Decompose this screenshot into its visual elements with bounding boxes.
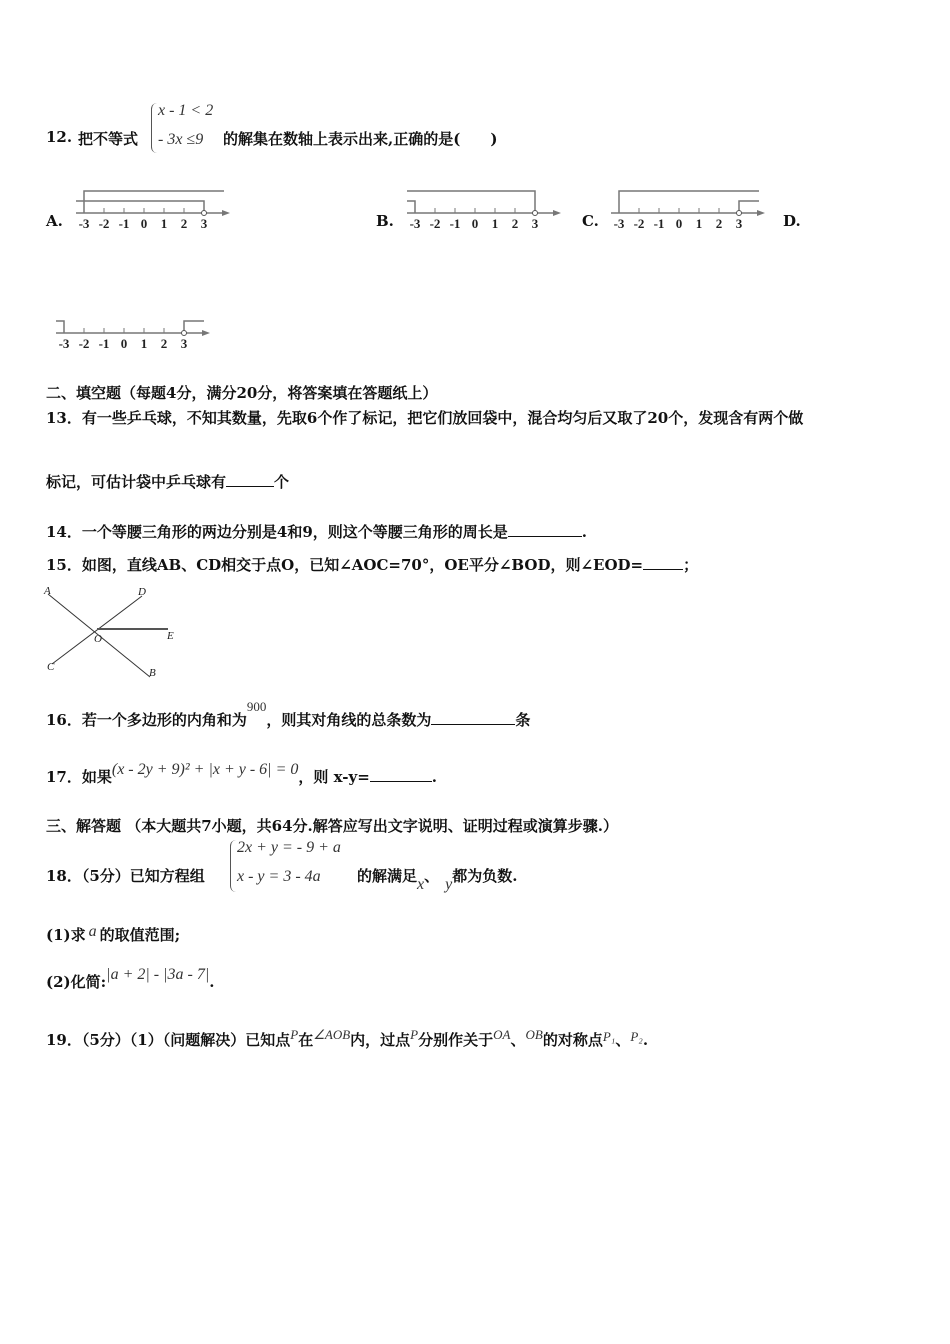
q17-end: . bbox=[431, 768, 438, 786]
tick-label: -2 bbox=[429, 216, 441, 231]
tick-label: 3 bbox=[531, 216, 539, 231]
q15-end: ； bbox=[683, 556, 699, 574]
tick-label: 3 bbox=[180, 336, 188, 351]
tick-label: -1 bbox=[653, 216, 665, 231]
solution-interval bbox=[76, 201, 204, 213]
label-a: A bbox=[44, 585, 51, 597]
open-point-icon bbox=[737, 211, 742, 216]
q13-answer-blank[interactable] bbox=[226, 486, 274, 487]
solution-interval bbox=[407, 201, 415, 213]
q18-brace bbox=[230, 840, 237, 892]
q19-b: 在 bbox=[298, 1031, 314, 1049]
q19-p-2: P bbox=[410, 1027, 419, 1042]
tick-label: 2 bbox=[715, 216, 723, 231]
tick-label: 0 bbox=[120, 336, 128, 351]
q18-part2-a: (2)化简: bbox=[46, 973, 107, 991]
q17 bbox=[46, 761, 438, 787]
solution-interval bbox=[184, 321, 204, 333]
q19-ob: OB bbox=[525, 1027, 543, 1042]
q14-answer-blank[interactable] bbox=[508, 536, 582, 537]
tick-label: -3 bbox=[78, 216, 90, 231]
solution-interval bbox=[56, 321, 64, 333]
q19-e: 的对称点 bbox=[542, 1031, 603, 1049]
q16-text-2: ，则其对角线的总条数为 bbox=[266, 711, 432, 729]
q19-sep: 、 bbox=[510, 1031, 526, 1049]
q18-eq-2: x - y = 3 - 4a bbox=[237, 868, 321, 885]
q13-text: 标记，可估计袋中乒乓球有 bbox=[46, 473, 227, 491]
tick-label: -2 bbox=[633, 216, 645, 231]
q14-text: 14．一个等腰三角形的两边分别是4和9，则这个等腰三角形的周长是 bbox=[46, 523, 508, 541]
tick-label: 1 bbox=[140, 336, 148, 351]
q18-part1-b: 的取值范围; bbox=[99, 926, 181, 944]
label-o: O bbox=[94, 633, 102, 645]
tick-label: -2 bbox=[98, 216, 110, 231]
tick-label: -3 bbox=[58, 336, 70, 351]
q18-c: 都为负数. bbox=[452, 867, 518, 885]
tick-label: -3 bbox=[409, 216, 421, 231]
q19-p1: P₁ bbox=[602, 1029, 616, 1044]
q17-expr: (x - 2y + 9)² + |x + y - 6| = 0 bbox=[111, 761, 299, 778]
q18-x: x bbox=[417, 876, 425, 893]
q19-angle: ∠AOB bbox=[313, 1027, 351, 1042]
axis-arrow-icon bbox=[553, 210, 561, 216]
option-b-number-line bbox=[403, 183, 573, 233]
q16-end: 条 bbox=[515, 711, 531, 729]
option-b-label[interactable]: B. bbox=[376, 212, 394, 230]
q17-text: 17．如果 bbox=[46, 768, 112, 786]
q13-line2 bbox=[46, 471, 289, 492]
tick-label: 0 bbox=[675, 216, 683, 231]
option-a-number-line bbox=[72, 183, 242, 233]
q19 bbox=[46, 1029, 648, 1050]
option-c-number-line bbox=[607, 183, 777, 233]
q12-number: 12. bbox=[46, 128, 73, 146]
q15-answer-blank[interactable] bbox=[643, 569, 683, 570]
section3-title: 三、解答题 （本大题共7小题，共64分.解答应写出文字说明、证明过程或演算步骤.） bbox=[46, 817, 618, 835]
tick-label: -1 bbox=[118, 216, 130, 231]
axis-arrow-icon bbox=[202, 330, 210, 336]
option-d-number-line bbox=[52, 303, 222, 353]
q18-y: y bbox=[445, 876, 453, 893]
label-e: E bbox=[167, 630, 174, 642]
open-point-icon bbox=[533, 211, 538, 216]
q18-part1 bbox=[46, 924, 180, 945]
q18-part2-end: . bbox=[209, 973, 215, 991]
q19-end: . bbox=[642, 1031, 649, 1049]
tick-label: 3 bbox=[200, 216, 208, 231]
q16 bbox=[46, 699, 531, 730]
tick-label: 1 bbox=[491, 216, 499, 231]
q12-prefix: 把不等式 bbox=[78, 130, 139, 148]
q18-eq-1: 2x + y = - 9 + a bbox=[237, 839, 341, 856]
q14 bbox=[46, 521, 587, 542]
tick-label: 2 bbox=[511, 216, 519, 231]
axis-arrow-icon bbox=[757, 210, 765, 216]
tick-label: -1 bbox=[98, 336, 110, 351]
tick-label: 0 bbox=[140, 216, 148, 231]
q13-unit: 个 bbox=[274, 473, 290, 491]
q18-text: 18．（5分）已知方程组 bbox=[46, 867, 205, 885]
q15-figure bbox=[42, 582, 187, 682]
tick-label: 1 bbox=[695, 216, 703, 231]
q15-text: 15．如图，直线AB、CD相交于点O，已知∠AOC=70°，OE平分∠BOD，则∠EOD= bbox=[46, 556, 644, 574]
q12-suffix: 的解集在数轴上表示出来,正确的是( ) bbox=[223, 130, 498, 148]
tick-label: 3 bbox=[735, 216, 743, 231]
label-c: C bbox=[47, 661, 55, 673]
option-c-label[interactable]: C. bbox=[582, 212, 599, 230]
q18-part2 bbox=[46, 966, 215, 992]
q12-ineq-2: - 3x ≤9 bbox=[158, 131, 204, 148]
label-d: D bbox=[138, 586, 146, 598]
q19-c: 内，过点 bbox=[350, 1031, 411, 1049]
q19-p: P bbox=[290, 1027, 299, 1042]
axis-arrow-icon bbox=[222, 210, 230, 216]
tick-label: 2 bbox=[160, 336, 168, 351]
q15 bbox=[46, 554, 698, 575]
q18-part1-var: a bbox=[88, 923, 97, 940]
q19-p2: P₂ bbox=[630, 1029, 643, 1044]
section2-title: 二、填空题（每题4分，满分20分，将答案填在答题纸上） bbox=[46, 384, 438, 402]
q17-text-2: ，则 x-y= bbox=[298, 768, 370, 786]
q14-end: . bbox=[581, 523, 587, 541]
q17-answer-blank[interactable] bbox=[370, 781, 432, 782]
tick-label: -1 bbox=[449, 216, 461, 231]
tick-label: 1 bbox=[160, 216, 168, 231]
q16-value: 900 bbox=[246, 699, 267, 714]
q19-d: 分别作关于 bbox=[418, 1031, 494, 1049]
solution-interval bbox=[739, 201, 759, 213]
q18-part1-a: (1)求 bbox=[46, 926, 86, 944]
label-b: B bbox=[149, 667, 156, 679]
solution-interval bbox=[84, 191, 224, 213]
q18-part2-expr: |a + 2| - |3a - 7| bbox=[106, 966, 210, 983]
solution-interval bbox=[619, 191, 759, 213]
q13-line1: 13．有一些乒乓球，不知其数量，先取6个作了标记，把它们放回袋中，混合均匀后又取了20个，发现含有两个做 bbox=[46, 409, 804, 427]
q16-text: 16．若一个多边形的内角和为 bbox=[46, 711, 247, 729]
q12-ineq-1: x - 1 < 2 bbox=[158, 102, 214, 119]
tick-label: -2 bbox=[78, 336, 90, 351]
q18-sep: 、 bbox=[424, 867, 440, 885]
open-point-icon bbox=[202, 211, 207, 216]
option-d-label[interactable]: D. bbox=[783, 212, 801, 230]
q12-brace bbox=[151, 103, 158, 153]
option-a-label[interactable]: A. bbox=[46, 212, 63, 230]
q19-oa: OA bbox=[493, 1027, 511, 1042]
tick-label: 2 bbox=[180, 216, 188, 231]
open-point-icon bbox=[182, 331, 187, 336]
solution-interval bbox=[407, 191, 535, 213]
tick-label: 0 bbox=[471, 216, 479, 231]
q18-text-2 bbox=[357, 865, 518, 893]
q19-a: 19．（5分）（1）（问题解决）已知点 bbox=[46, 1031, 291, 1049]
q18-b: 的解满足 bbox=[357, 867, 418, 885]
q16-answer-blank[interactable] bbox=[431, 724, 515, 725]
tick-label: -3 bbox=[613, 216, 625, 231]
q19-sep2: 、 bbox=[615, 1031, 631, 1049]
